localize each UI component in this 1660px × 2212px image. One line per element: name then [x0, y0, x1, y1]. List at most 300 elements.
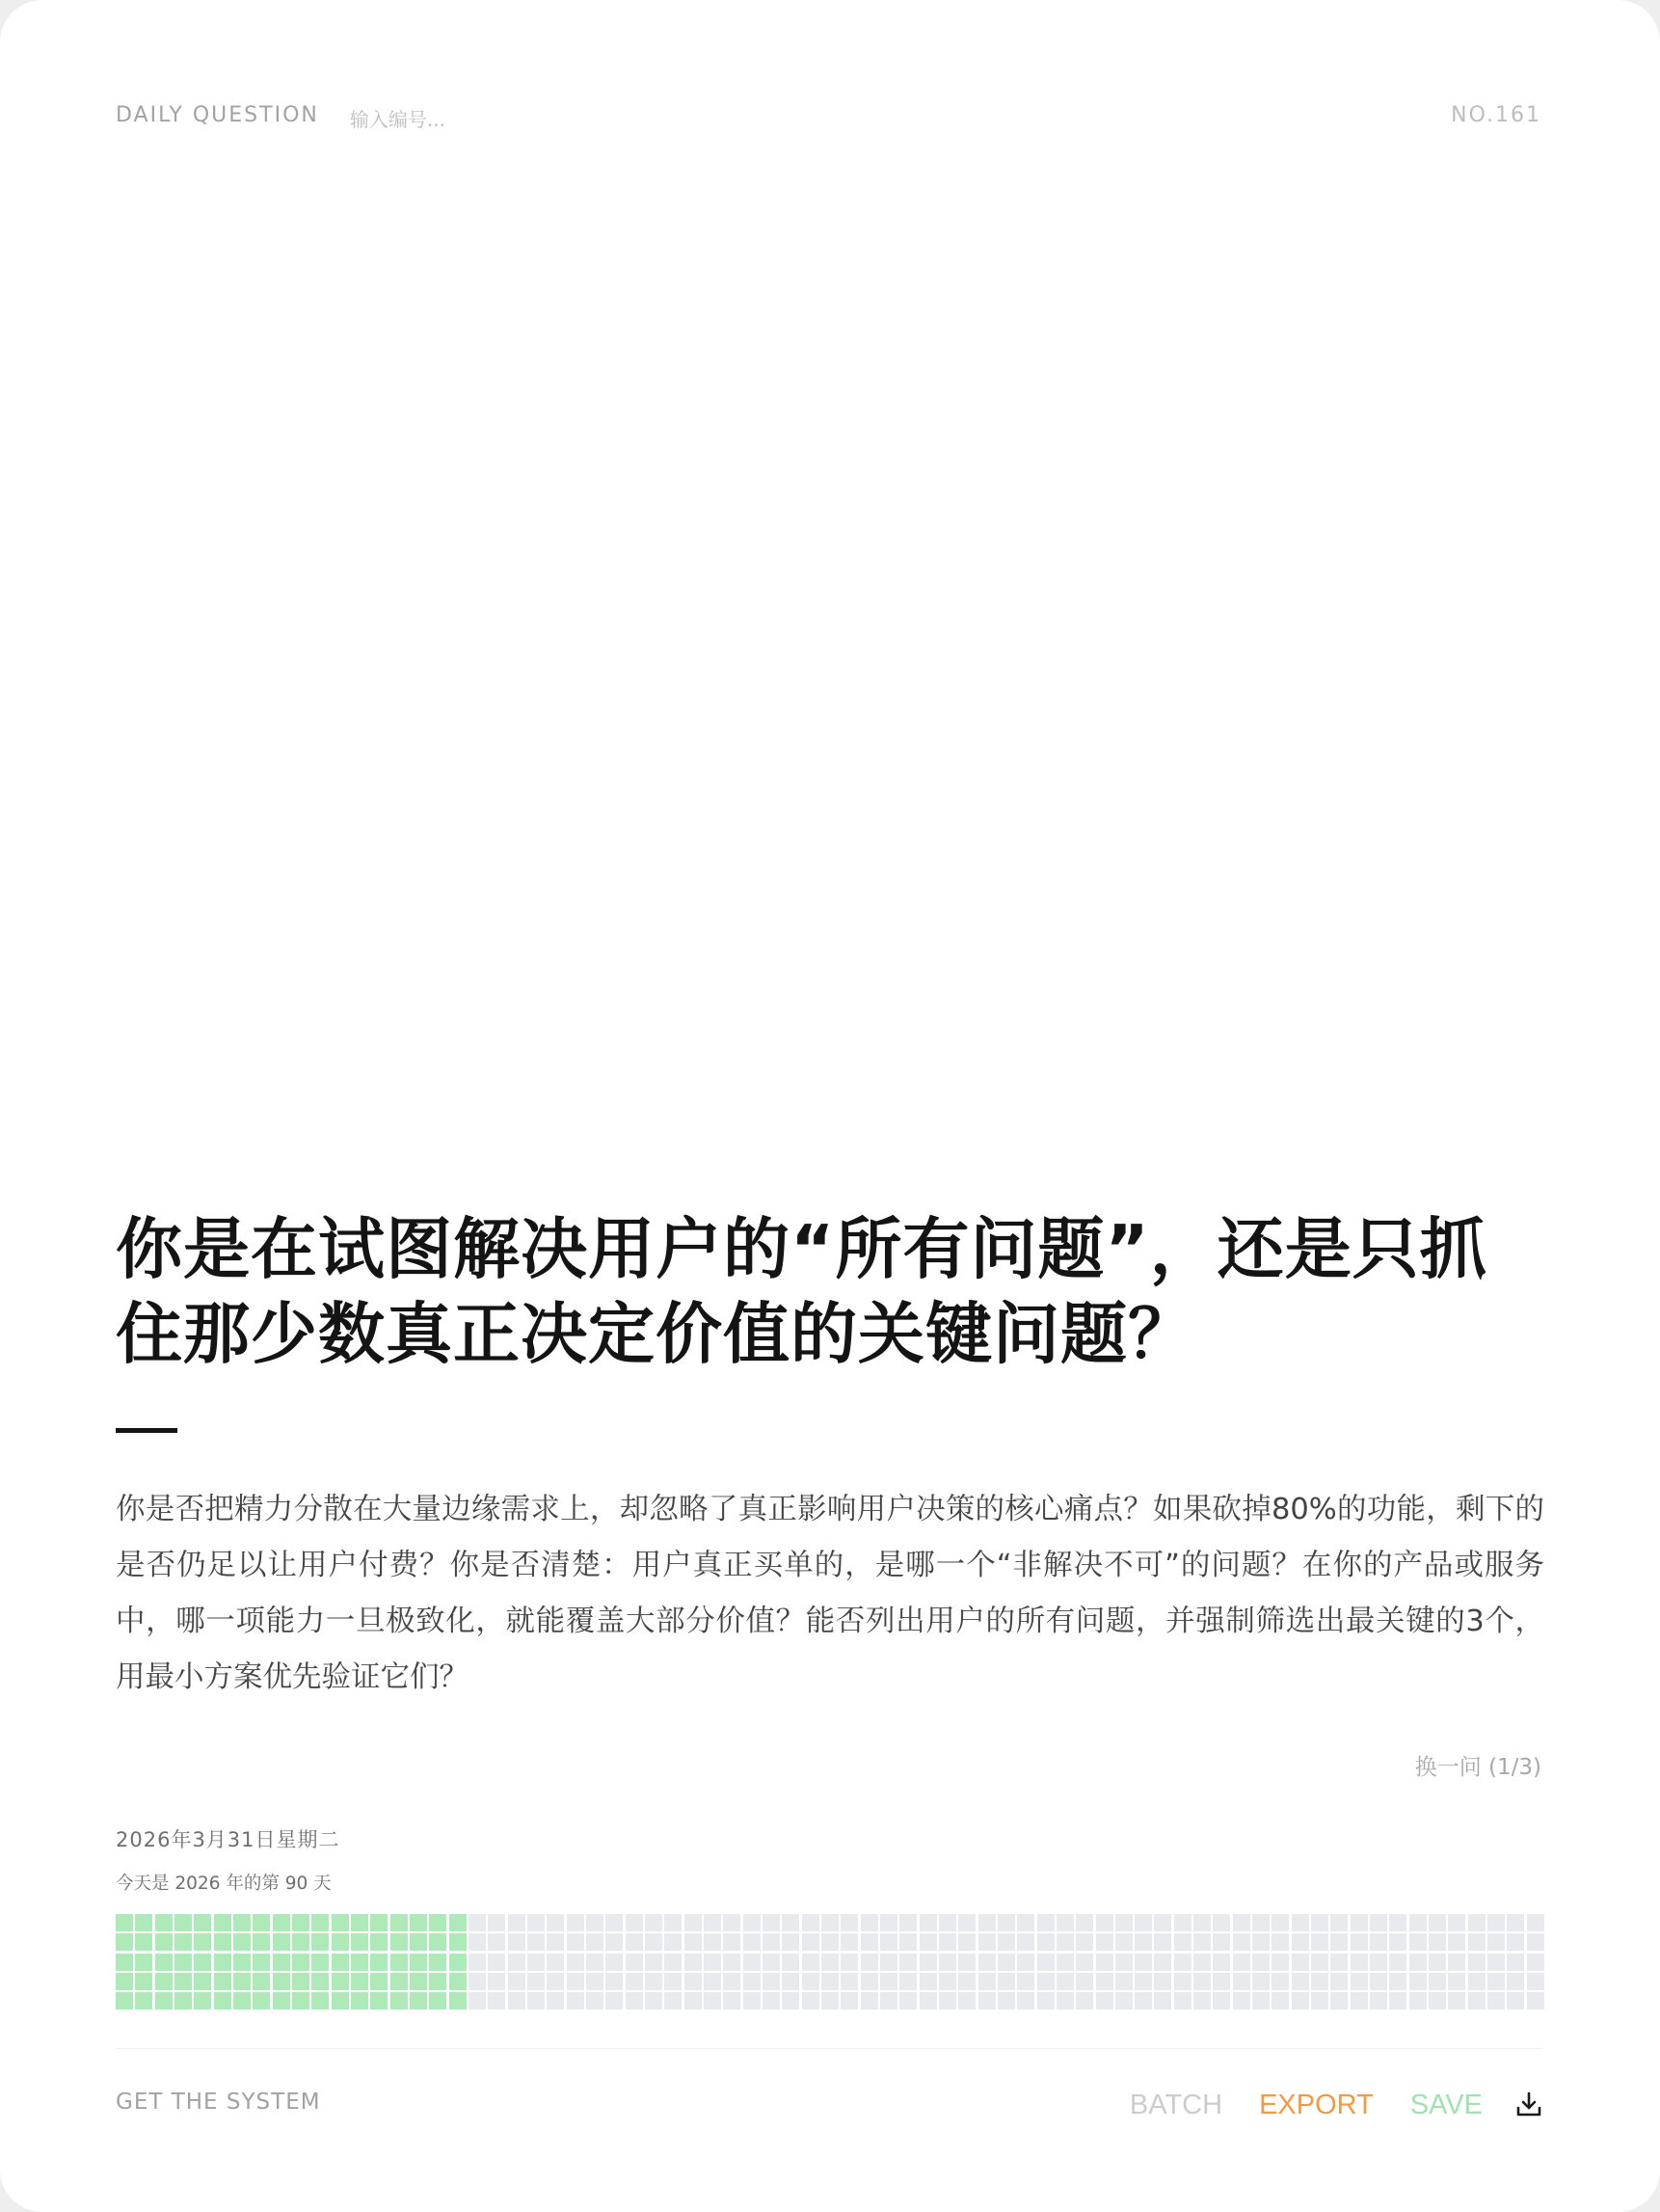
- day-cell: [939, 1973, 956, 1990]
- footer-divider: [116, 2048, 1543, 2049]
- day-cell: [1233, 1914, 1250, 1931]
- day-cell: [194, 1914, 211, 1931]
- day-cell: [547, 1954, 564, 1971]
- day-cell: [508, 1933, 525, 1951]
- day-cell: [899, 1973, 917, 1990]
- day-cell: [469, 1933, 486, 1951]
- day-cell: [861, 1954, 878, 1971]
- day-cell: [194, 1992, 211, 2010]
- day-cell: [116, 1992, 133, 2010]
- day-cell: [1292, 1914, 1309, 1931]
- day-cell: [664, 1954, 682, 1971]
- day-cell: [508, 1992, 525, 2010]
- day-cell: [253, 1933, 270, 1951]
- day-cell: [998, 1933, 1015, 1951]
- day-cell: [332, 1954, 349, 1971]
- day-cell: [214, 1933, 231, 1951]
- day-cell: [1330, 1973, 1348, 1990]
- day-cell: [1193, 1954, 1211, 1971]
- day-cell: [1507, 1954, 1524, 1971]
- day-cell: [1448, 1914, 1465, 1931]
- day-cell: [1507, 1973, 1524, 1990]
- day-cell: [626, 1973, 643, 1990]
- day-cell: [351, 1954, 368, 1971]
- day-cell: [802, 1914, 819, 1931]
- day-cell: [743, 1992, 761, 2010]
- day-cell: [273, 1973, 290, 1990]
- day-cell: [1076, 1914, 1093, 1931]
- title-underline: [116, 1428, 177, 1433]
- day-cell: [547, 1992, 564, 2010]
- day-cell: [155, 1914, 173, 1931]
- day-cell: [273, 1914, 290, 1931]
- day-cell: [1115, 1914, 1133, 1931]
- number-input[interactable]: [350, 109, 456, 130]
- day-cell: [1370, 1973, 1387, 1990]
- day-cell: [1487, 1973, 1505, 1990]
- day-cell: [861, 1933, 878, 1951]
- day-cell: [1409, 1992, 1427, 2010]
- day-cell: [1311, 1933, 1328, 1951]
- day-cell: [664, 1992, 682, 2010]
- day-cell: [351, 1914, 368, 1931]
- day-cell: [1135, 1992, 1152, 2010]
- day-cell: [1193, 1992, 1211, 2010]
- day-cell: [821, 1992, 839, 2010]
- day-cell: [1193, 1933, 1211, 1951]
- day-cell: [547, 1933, 564, 1951]
- day-cell: [370, 1914, 388, 1931]
- day-cell: [233, 1914, 251, 1931]
- shuffle-question-button[interactable]: 换一问 (1/3): [1414, 1755, 1541, 1780]
- day-cell: [1330, 1914, 1348, 1931]
- day-cell: [782, 1954, 799, 1971]
- day-cell: [488, 1914, 505, 1931]
- day-cell: [429, 1914, 446, 1931]
- day-cell: [174, 1914, 192, 1931]
- day-cell: [174, 1973, 192, 1990]
- day-cell: [821, 1914, 839, 1931]
- day-cell: [782, 1914, 799, 1931]
- day-cell: [1174, 1914, 1191, 1931]
- day-cell: [429, 1992, 446, 2010]
- day-cell: [449, 1973, 467, 1990]
- day-cell: [958, 1992, 976, 2010]
- day-cell: [1351, 1973, 1368, 1990]
- day-cell: [841, 1914, 858, 1931]
- day-cell: [1448, 1954, 1465, 1971]
- download-icon[interactable]: [1513, 2090, 1544, 2120]
- day-cell: [1096, 1933, 1113, 1951]
- day-cell: [1272, 1973, 1289, 1990]
- day-cell: [214, 1973, 231, 1990]
- day-cell: [1311, 1973, 1328, 1990]
- day-cell: [155, 1973, 173, 1990]
- day-cell: [410, 1973, 427, 1990]
- day-cell: [1076, 1973, 1093, 1990]
- day-cell: [1135, 1933, 1152, 1951]
- day-cell: [1389, 1973, 1406, 1990]
- day-cell: [998, 1954, 1015, 1971]
- day-cell: [1076, 1933, 1093, 1951]
- day-cell: [723, 1954, 740, 1971]
- day-cell: [1037, 1992, 1055, 2010]
- day-cell: [527, 1992, 545, 2010]
- day-cell: [1351, 1933, 1368, 1951]
- day-cell: [390, 1933, 408, 1951]
- day-cell: [841, 1954, 858, 1971]
- day-cell: [1135, 1954, 1152, 1971]
- day-cell: [684, 1914, 702, 1931]
- day-cell: [1468, 1954, 1486, 1971]
- day-cell: [704, 1973, 721, 1990]
- day-cell: [508, 1954, 525, 1971]
- day-cell: [1017, 1954, 1034, 1971]
- day-cell: [1487, 1992, 1505, 2010]
- day-cell: [861, 1973, 878, 1990]
- day-cell: [763, 1992, 780, 2010]
- day-cell: [1252, 1954, 1270, 1971]
- day-cell: [469, 1973, 486, 1990]
- day-cell: [508, 1973, 525, 1990]
- day-cell: [410, 1992, 427, 2010]
- day-cell: [449, 1954, 467, 1971]
- day-cell: [1272, 1914, 1289, 1931]
- day-cell: [253, 1914, 270, 1931]
- day-cell: [332, 1914, 349, 1931]
- day-cell: [332, 1992, 349, 2010]
- day-cell: [547, 1973, 564, 1990]
- day-cell: [939, 1992, 956, 2010]
- day-cell: [1292, 1992, 1309, 2010]
- day-cell: [645, 1992, 662, 2010]
- day-cell: [567, 1914, 584, 1931]
- day-cell: [1115, 1992, 1133, 2010]
- day-cell: [116, 1914, 133, 1931]
- day-cell: [645, 1914, 662, 1931]
- day-cell: [527, 1933, 545, 1951]
- day-of-year-label: 今天是 2026 年的第 90 天: [116, 1874, 332, 1894]
- day-cell: [605, 1973, 623, 1990]
- day-cell: [116, 1933, 133, 1951]
- day-cell: [861, 1992, 878, 2010]
- day-cell: [292, 1954, 309, 1971]
- day-cell: [1292, 1933, 1309, 1951]
- day-cell: [351, 1973, 368, 1990]
- day-cell: [861, 1914, 878, 1931]
- day-cell: [880, 1933, 897, 1951]
- day-cell: [821, 1954, 839, 1971]
- day-cell: [273, 1992, 290, 2010]
- day-cell: [920, 1914, 937, 1931]
- day-cell: [586, 1992, 603, 2010]
- day-cell: [802, 1933, 819, 1951]
- day-cell: [174, 1933, 192, 1951]
- day-cell: [1448, 1992, 1465, 2010]
- day-cell: [723, 1992, 740, 2010]
- day-cell: [626, 1914, 643, 1931]
- day-cell: [311, 1973, 329, 1990]
- day-cell: [390, 1954, 408, 1971]
- day-cell: [723, 1914, 740, 1931]
- day-cell: [370, 1954, 388, 1971]
- day-cell: [214, 1992, 231, 2010]
- day-cell: [626, 1992, 643, 2010]
- day-cell: [429, 1973, 446, 1990]
- day-cell: [233, 1973, 251, 1990]
- day-cell: [273, 1954, 290, 1971]
- day-cell: [547, 1914, 564, 1931]
- day-cell: [449, 1933, 467, 1951]
- day-cell: [899, 1954, 917, 1971]
- day-cell: [920, 1992, 937, 2010]
- day-cell: [233, 1954, 251, 1971]
- day-cell: [1076, 1992, 1093, 2010]
- day-cell: [311, 1933, 329, 1951]
- day-cell: [802, 1992, 819, 2010]
- day-cell: [899, 1933, 917, 1951]
- day-cell: [978, 1973, 996, 1990]
- day-cell: [664, 1933, 682, 1951]
- day-cell: [1252, 1992, 1270, 2010]
- day-cell: [1389, 1954, 1406, 1971]
- day-cell: [194, 1933, 211, 1951]
- day-cell: [880, 1992, 897, 2010]
- day-cell: [567, 1933, 584, 1951]
- day-cell: [880, 1954, 897, 1971]
- day-cell: [605, 1954, 623, 1971]
- day-cell: [684, 1973, 702, 1990]
- footer-actions: [1130, 2086, 1544, 2124]
- day-cell: [1311, 1914, 1328, 1931]
- day-cell: [449, 1992, 467, 2010]
- day-cell: [1096, 1992, 1113, 2010]
- day-cell: [1370, 1992, 1387, 2010]
- day-cell: [155, 1992, 173, 2010]
- day-cell: [116, 1954, 133, 1971]
- day-cell: [958, 1914, 976, 1931]
- day-cell: [782, 1992, 799, 2010]
- export-button[interactable]: EXPORT: [1259, 2086, 1374, 2124]
- day-cell: [704, 1933, 721, 1951]
- day-cell: [1351, 1914, 1368, 1931]
- day-cell: [763, 1973, 780, 1990]
- day-cell: [1370, 1914, 1387, 1931]
- day-cell: [664, 1914, 682, 1931]
- day-cell: [1429, 1954, 1446, 1971]
- day-cell: [1370, 1933, 1387, 1951]
- day-cell: [410, 1914, 427, 1931]
- day-cell: [292, 1973, 309, 1990]
- day-cell: [723, 1933, 740, 1951]
- day-cell: [1017, 1992, 1034, 2010]
- day-cell: [782, 1973, 799, 1990]
- day-cell: [1527, 1914, 1544, 1931]
- get-the-system-link[interactable]: GET THE SYSTEM: [116, 2090, 321, 2115]
- day-cell: [292, 1933, 309, 1951]
- day-cell: [469, 1914, 486, 1931]
- day-cell: [1057, 1933, 1074, 1951]
- day-cell: [1017, 1933, 1034, 1951]
- day-cell: [1115, 1973, 1133, 1990]
- day-cell: [958, 1933, 976, 1951]
- day-cell: [645, 1973, 662, 1990]
- day-cell: [253, 1954, 270, 1971]
- day-cell: [1448, 1933, 1465, 1951]
- day-cell: [1330, 1933, 1348, 1951]
- day-cell: [743, 1973, 761, 1990]
- day-cell: [1096, 1973, 1113, 1990]
- day-cell: [1507, 1992, 1524, 2010]
- day-cell: [821, 1933, 839, 1951]
- day-cell: [292, 1992, 309, 2010]
- day-cell: [978, 1933, 996, 1951]
- day-cell: [1233, 1954, 1250, 1971]
- question-body: 你是否把精力分散在大量边缘需求上，却忽略了真正影响用户决策的核心痛点？如果砍掉80%的功能，剩下的是否仍足以让用户付费？你是否清楚：用户真正买单的，是哪一个“非解决不可”的问题？在你的产品或服务中，哪一项能力一旦极致化，就能覆盖大部分价值？能否列出用户的所有问题，并强制筛选出最关键的3个，用最小方案优先验证它们？: [116, 1493, 1544, 1694]
- day-cell: [684, 1954, 702, 1971]
- day-cell: [116, 1973, 133, 1990]
- day-cell: [1154, 1973, 1171, 1990]
- day-cell: [605, 1992, 623, 2010]
- day-cell: [135, 1954, 152, 1971]
- day-cell: [1174, 1973, 1191, 1990]
- day-cell: [155, 1954, 173, 1971]
- day-cell: [1115, 1954, 1133, 1971]
- day-cell: [939, 1933, 956, 1951]
- day-cell: [253, 1992, 270, 2010]
- day-cell: [958, 1973, 976, 1990]
- day-cell: [1272, 1933, 1289, 1951]
- day-cell: [1174, 1992, 1191, 2010]
- day-cell: [1429, 1933, 1446, 1951]
- day-cell: [645, 1933, 662, 1951]
- day-cell: [567, 1992, 584, 2010]
- day-cell: [155, 1933, 173, 1951]
- batch-button[interactable]: BATCH: [1130, 2086, 1222, 2124]
- day-cell: [1154, 1933, 1171, 1951]
- day-cell: [626, 1954, 643, 1971]
- day-cell: [920, 1933, 937, 1951]
- day-cell: [1527, 1954, 1544, 1971]
- day-cell: [311, 1992, 329, 2010]
- day-cell: [1448, 1973, 1465, 1990]
- day-cell: [1292, 1973, 1309, 1990]
- day-cell: [1096, 1914, 1113, 1931]
- day-cell: [1017, 1914, 1034, 1931]
- day-cell: [802, 1954, 819, 1971]
- day-cell: [704, 1954, 721, 1971]
- day-cell: [998, 1914, 1015, 1931]
- day-cell: [1527, 1992, 1544, 2010]
- day-cell: [1193, 1973, 1211, 1990]
- day-cell: [1252, 1914, 1270, 1931]
- day-cell: [939, 1954, 956, 1971]
- day-cell: [586, 1973, 603, 1990]
- day-cell: [567, 1954, 584, 1971]
- day-cell: [605, 1914, 623, 1931]
- day-cell: [998, 1973, 1015, 1990]
- day-cell: [449, 1914, 467, 1931]
- header-left: [116, 101, 456, 130]
- question-title: 你是在试图解决用户的“所有问题”，还是只抓住那少数真正决定价值的关键问题？: [116, 1211, 1487, 1373]
- day-cell: [1154, 1992, 1171, 2010]
- year-progress-grid: [116, 1914, 1543, 2010]
- day-cell: [351, 1933, 368, 1951]
- day-cell: [1389, 1914, 1406, 1931]
- day-cell: [1409, 1933, 1427, 1951]
- day-cell: [194, 1954, 211, 1971]
- day-cell: [1468, 1973, 1486, 1990]
- day-cell: [370, 1933, 388, 1951]
- day-cell: [1057, 1954, 1074, 1971]
- day-cell: [899, 1992, 917, 2010]
- day-cell: [841, 1992, 858, 2010]
- day-cell: [410, 1933, 427, 1951]
- day-cell: [1233, 1992, 1250, 2010]
- day-cell: [743, 1914, 761, 1931]
- day-cell: [1213, 1992, 1230, 2010]
- day-cell: [488, 1992, 505, 2010]
- day-cell: [1527, 1973, 1544, 1990]
- day-cell: [1507, 1933, 1524, 1951]
- day-cell: [899, 1914, 917, 1931]
- day-cell: [527, 1954, 545, 1971]
- brand-label: DAILY QUESTION: [116, 103, 319, 127]
- day-cell: [1311, 1992, 1328, 2010]
- day-cell: [1409, 1914, 1427, 1931]
- day-cell: [1213, 1954, 1230, 1971]
- day-cell: [1468, 1914, 1486, 1931]
- day-cell: [1429, 1914, 1446, 1931]
- day-cell: [429, 1933, 446, 1951]
- day-cell: [469, 1992, 486, 2010]
- day-cell: [1389, 1933, 1406, 1951]
- day-cell: [488, 1954, 505, 1971]
- day-cell: [978, 1954, 996, 1971]
- day-cell: [1154, 1954, 1171, 1971]
- day-cell: [880, 1973, 897, 1990]
- day-cell: [743, 1933, 761, 1951]
- day-cell: [1351, 1992, 1368, 2010]
- day-cell: [1037, 1954, 1055, 1971]
- date-label: 2026年3月31日星期二: [116, 1828, 340, 1851]
- day-cell: [194, 1973, 211, 1990]
- day-cell: [1468, 1933, 1486, 1951]
- day-cell: [978, 1992, 996, 2010]
- day-cell: [273, 1933, 290, 1951]
- day-cell: [1017, 1973, 1034, 1990]
- day-cell: [1409, 1954, 1427, 1971]
- day-cell: [527, 1973, 545, 1990]
- day-cell: [586, 1933, 603, 1951]
- day-cell: [920, 1954, 937, 1971]
- day-cell: [390, 1992, 408, 2010]
- day-cell: [605, 1933, 623, 1951]
- day-cell: [1174, 1933, 1191, 1951]
- save-button[interactable]: SAVE: [1410, 2086, 1483, 2124]
- day-cell: [1429, 1973, 1446, 1990]
- day-cell: [1037, 1933, 1055, 1951]
- day-cell: [1213, 1933, 1230, 1951]
- day-cell: [351, 1992, 368, 2010]
- day-cell: [332, 1933, 349, 1951]
- day-cell: [998, 1992, 1015, 2010]
- day-cell: [1135, 1914, 1152, 1931]
- day-cell: [763, 1954, 780, 1971]
- day-cell: [1487, 1954, 1505, 1971]
- day-cell: [939, 1914, 956, 1931]
- day-cell: [782, 1933, 799, 1951]
